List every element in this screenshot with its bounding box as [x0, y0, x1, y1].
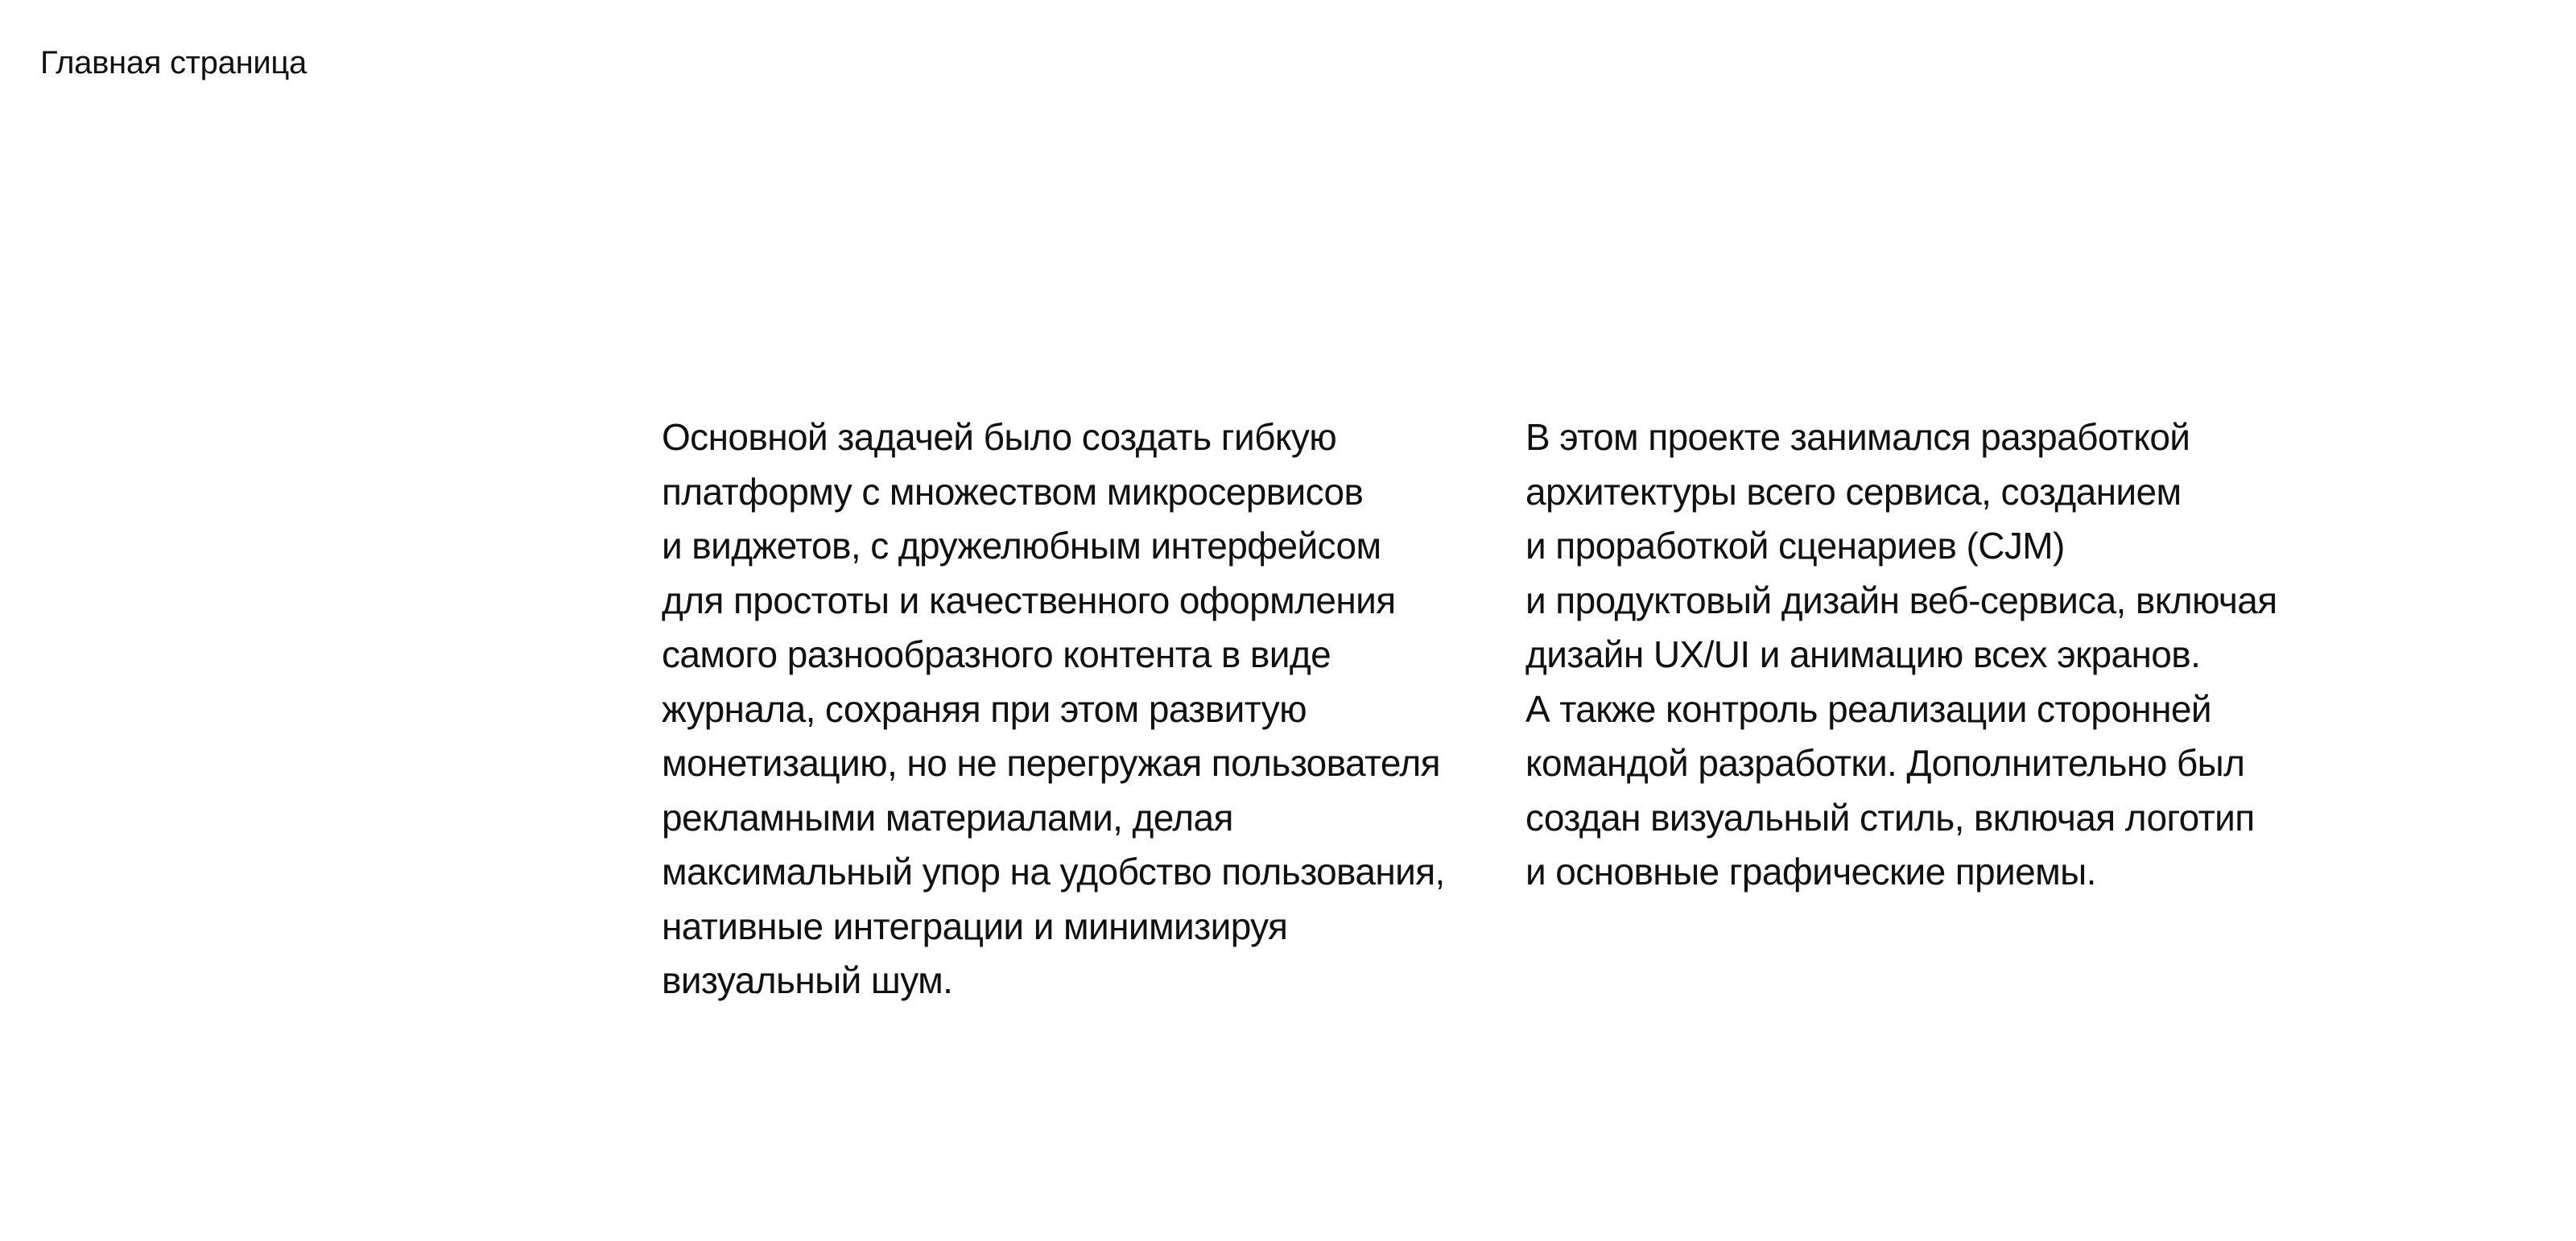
home-link[interactable]: Главная страница: [40, 45, 307, 80]
text-line: для простоты и качественного оформления: [662, 579, 1396, 621]
text-line: В этом проекте занимался разработкой: [1525, 416, 2190, 458]
text-line: и продуктовый дизайн веб-сервиса, включая: [1525, 579, 2277, 621]
text-line: максимальный упор на удобство пользования,: [662, 851, 1445, 893]
text-line: и основные графические приемы.: [1525, 851, 2096, 893]
text-line: и виджетов, с дружелюбным интерфейсом: [662, 525, 1381, 567]
text-line: самого разнообразного контента в виде: [662, 633, 1331, 675]
text-line: командой разработки. Дополнительно был: [1525, 742, 2245, 784]
text-line: монетизацию, но не перегружая пользователя: [662, 742, 1440, 784]
text-line: дизайн UX/UI и анимацию всех экранов.: [1525, 633, 2201, 675]
text-line: создан визуальный стиль, включая логотип: [1525, 796, 2255, 839]
text-line: визуальный шум.: [662, 959, 953, 1001]
role-description: [1525, 410, 2395, 900]
text-line: Основной задачей было создать гибкую: [662, 416, 1337, 458]
text-line: архитектуры всего сервиса, созданием: [1525, 470, 2182, 513]
task-description: [662, 410, 1483, 1008]
text-line: журнала, сохраняя при этом развитую: [662, 687, 1307, 730]
text-line: платформу с множеством микросервисов: [662, 470, 1364, 513]
text-line: А также контроль реализации сторонней: [1525, 687, 2211, 730]
text-line: нативные интеграции и минимизируя: [662, 905, 1288, 947]
text-line: рекламными материалами, делая: [662, 796, 1233, 839]
text-line: и проработкой сценариев (CJM): [1525, 525, 2065, 567]
